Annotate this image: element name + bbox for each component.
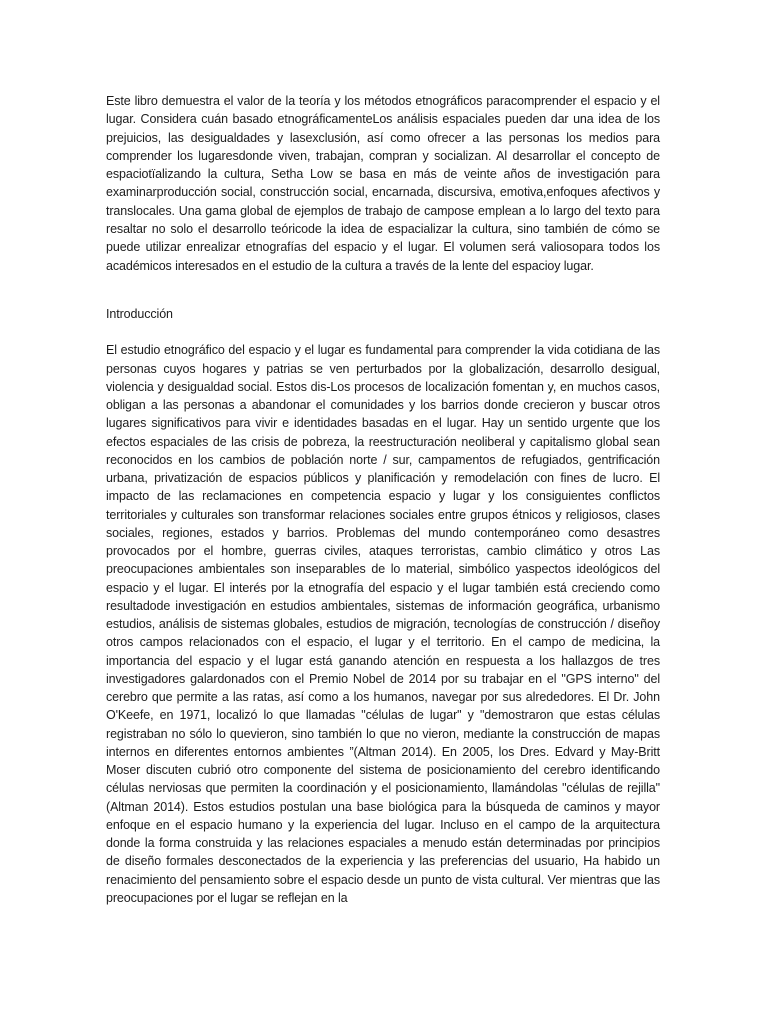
abstract-paragraph: Este libro demuestra el valor de la teoría y los métodos etnográficos paracomprender el espacio y el lugar. Considera cuán basado etnográficamenteLos análisis espaciales pueden dar una idea de los prejuicios, las desigualdades y lasexclusión, así como ofrecer a las personas los medios para comprender los lugaresdonde viven, trabajan, compran y socializan. Al desarrollar el concepto de espaciotïalizando la cultura, Setha Low se basa en más de veinte años de investigación para examinarproducción social, construcción social, encarnada, discursiva, emotiva,enfoques afectivos y translocales. Una gama global de ejemplos de trabajo de camposе emplean a lo largo del texto para resaltar no solo el desarrollo teóricode la idea de espacializar la cultura, sino también de cómo se puede utilizar enrealizar etnografías del espacio y el lugar. El volumen será valiosopara todos los académicos interesados en el estudio de la cultura a través de la lente del espacioy lugar. [106,94,660,273]
section-heading-introduccion: Introducción [106,306,173,321]
introduction-paragraph: El estudio etnográfico del espacio y el lugar es fundamental para comprender la vida cotidiana de las personas cuyos hogares y patrias se ven perturbados por la globalización, desarrollo desigual, violencia y desigualdad social. Estos dis-Los procesos de localización fomentan y, en muchos casos, obligan a las personas a abandonar el comunidades y los barrios donde crecieron y buscar otros lugares significativos para vivir e identidades basadas en el lugar. Hay un sentido urgente que los efectos espaciales de las crisis de pobreza, la reestructuración neoliberal y capitalismo global sean reconocidos en los cambios de población norte / sur, campamentos de refugiados, gentrificación urbana, privatización de espacios públicos y planificación y remodelación con fines de lucro. El impacto de las reclamaciones en competencia espacio y lugar y los consiguientes conflictos territoriales y culturales son transformar relaciones sociales entre grupos étnicos y religiosos, clases sociales, regiones, estados y barrios. Problemas del mundo contemporáneo como desastres provocados por el hombre, guerras civiles, ataques terroristas, cambio climático y otros Las preocupaciones ambientales son inseparables de lo material, simbólico yaspectos ideológicos del espacio y el lugar. El interés por la etnografía del espacio y el lugar también está creciendo como resultadode investigación en estudios ambientales, sistemas de información geográfica, urbanismo estudios, análisis de sistemas globales, estudios de migración, tecnologías de construcción / diseñoy otros campos relacionados con el espacio, el lugar y el territorio. En el campo de medicina, la importancia del espacio y el lugar está ganando atención en respuesta a los hallazgos de tres investigadores galardonados con el Premio Nobel de 2014 por su trabajar en el "GPS interno" del cerebro que permite a las ratas, así como a los humanos, navegar por sus alrededores. El Dr. John O'Keefe, en 1971, localizó lo que llamadas "células de lugar" y "demostraron que estas células registraban no sólo lo quevieron, sino también lo que no vieron, mediante la construcción de mapas internos en diferentes entornos ambientes ”(Altman 2014). En 2005, los Dres. Edvard y May-Britt Moser discuten cubrió otro componente del sistema de posicionamiento del cerebro identificando células nerviosas que permiten la coordinación y el posicionamiento, llamándolas "células de rejilla"(Altman 2014). Estos estudios postulan una base biológica para la búsqueda de caminos y mayor enfoque en el espacio humano y la experiencia del lugar. Incluso en el campo de la arquitectura donde la forma construida y las relaciones espaciales a menudo están determinadas por principios de diseño formales desconectados de la experiencia y las preferencias del usuario, Ha habido un renacimiento del pensamiento sobre el espacio desde un punto de vista cultural. Ver mientras que las preocupaciones por el lugar se reflejan en la [106,343,660,905]
document-content [106,92,660,907]
